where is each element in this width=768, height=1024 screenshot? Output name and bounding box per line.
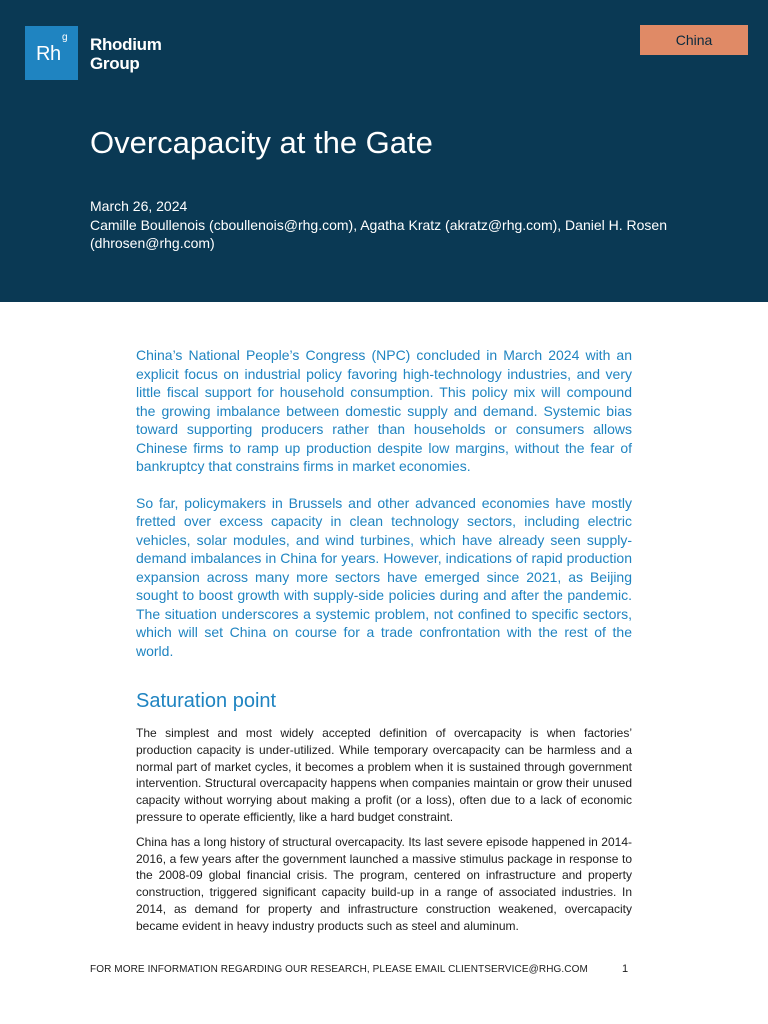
section-heading: Saturation point: [136, 690, 277, 712]
body-paragraph: China has a long history of structural overcapacity. Its last severe episode happened in 2014-2016, a few years after the government launched a massive stimulus package in response to the 2008-09 global financial crisis. The program, centered on infrastructure and property construction, triggered significant capacity build-up in a range of associated industries. In 2014, as demand for property and infrastructure construction weakened, overcapacity became evident in heavy industry products such as steel and aluminum.: [136, 834, 632, 933]
logo-mark-text: Rh: [36, 43, 61, 65]
header-banner: [0, 0, 768, 302]
logo-wordmark: [90, 35, 162, 73]
page-number: 1: [622, 963, 629, 975]
document-meta: [90, 197, 690, 253]
footer-contact-text: FOR MORE INFORMATION REGARDING OUR RESEARCH, PLEASE EMAIL CLIENTSERVICE@RHG.COM: [90, 964, 588, 975]
document-title: Overcapacity at the Gate: [90, 125, 433, 160]
lead-paragraph: So far, policymakers in Brussels and other advanced economies have mostly fretted over excess capacity in clean technology sectors, including electric vehicles, solar modules, and wind turbines, which have already seen supply-demand imbalances in China for years. However, indications of rapid production expansion across many more sectors have emerged since 2021, as Beijing sought to boost growth with supply-side policies during and after the pandemic. The situation underscores a systemic problem, not confined to specific sectors, which will set China on course for a trade confrontation with the rest of the world.: [136, 494, 632, 659]
logo-mark-superscript: g: [62, 32, 68, 43]
region-tag: China: [640, 25, 748, 55]
body-paragraph: The simplest and most widely accepted definition of overcapacity is when factories’ production capacity is under-utilized. While temporary overcapacity can be harmless and a normal part of market cycles, it becomes a problem when it is sustained through government intervention. Structural overcapacity happens when companies maintain or grow their unused capacity without worrying about making a profit (or a loss), often due to a lack of economic pressure to operate efficiently, like a hard budget constraint.: [136, 726, 632, 824]
logo-name-line2: Group: [90, 54, 140, 73]
section-body: [136, 725, 632, 935]
main-content: [136, 346, 632, 943]
logo-name-line1: Rhodium: [90, 35, 162, 54]
rhodium-logo-mark: [25, 26, 78, 80]
lead-section: [136, 346, 632, 660]
authors-line: Camille Boullenois (cboullenois@rhg.com), Agatha Kratz (akratz@rhg.com), Daniel H. Rosen (dhrosen@rhg.com): [90, 216, 667, 251]
lead-paragraph: China’s National People’s Congress (NPC) concluded in March 2024 with an explicit focus on industrial policy favoring high-technology industries, and very little fiscal support for household consumption. This policy mix will compound the growing imbalance between domestic supply and demand. Systemic bias toward supporting producers rather than households or consumers allows Chinese firms to ramp up production despite low margins, without the fear of bankruptcy that constrains firms in market economies.: [136, 347, 632, 474]
publication-date: March 26, 2024: [90, 198, 188, 214]
